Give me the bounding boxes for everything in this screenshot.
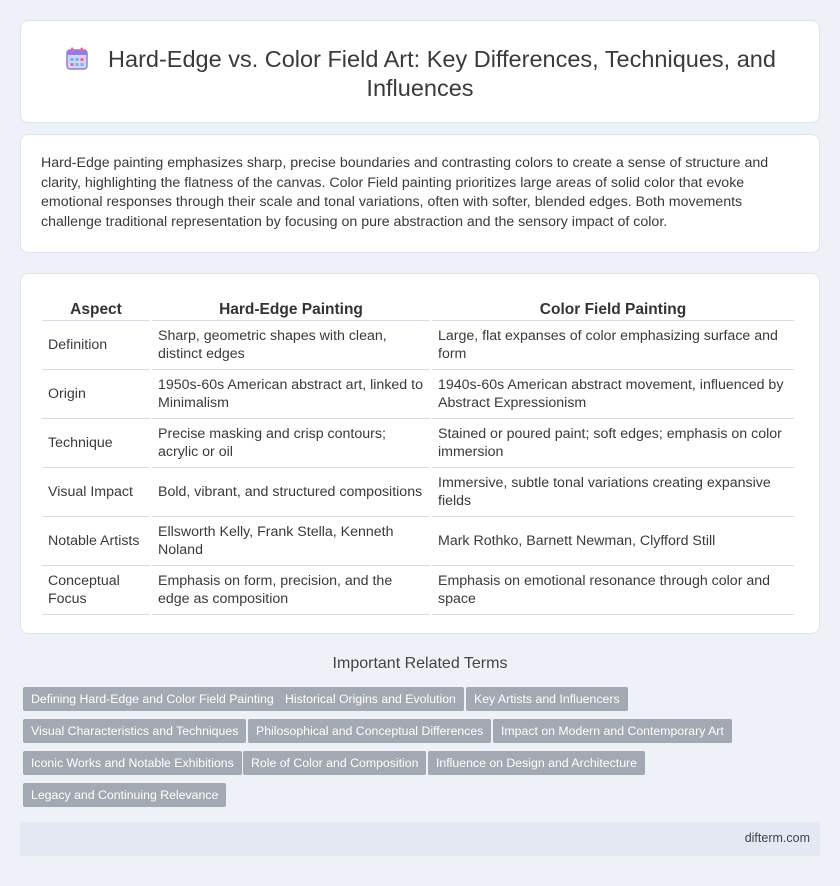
related-term-tag[interactable]: Historical Origins and Evolution [277,687,464,711]
row-hard-edge: Bold, vibrant, and structured compositions [152,468,430,517]
related-term-tag[interactable]: Visual Characteristics and Techniques [23,719,246,743]
table-row [42,370,794,419]
row-color-field: Large, flat expanses of color emphasizing surface and form [432,321,794,370]
row-aspect: Technique [42,419,150,468]
row-hard-edge: Emphasis on form, precision, and the edge as composition [152,566,430,615]
intro-card [20,134,820,253]
comparison-card [20,273,820,634]
row-color-field: Immersive, subtle tonal variations creating expansive fields [432,468,794,517]
related-term-tag[interactable]: Influence on Design and Architecture [428,751,645,775]
related-term-tag[interactable]: Key Artists and Influencers [466,687,628,711]
comparison-table [40,296,796,615]
footer-site-link[interactable]: difterm.com [744,831,810,845]
related-term-tag[interactable]: Philosophical and Conceptual Differences [248,719,491,743]
table-row [42,566,794,615]
row-color-field: Stained or poured paint; soft edges; emphasis on color immersion [432,419,794,468]
footer-bar [20,822,820,856]
header-aspect: Aspect [42,296,150,321]
row-aspect: Conceptual Focus [42,566,150,615]
row-color-field: Mark Rothko, Barnett Newman, Clyfford Still [432,517,794,566]
table-row [42,419,794,468]
related-terms-heading: Important Related Terms [332,655,508,672]
row-hard-edge: Sharp, geometric shapes with clean, distinct edges [152,321,430,370]
row-color-field: 1940s-60s American abstract movement, influenced by Abstract Expressionism [432,370,794,419]
table-row [42,468,794,517]
row-aspect: Visual Impact [42,468,150,517]
header-hard-edge: Hard-Edge Painting [152,296,430,321]
related-term-tag[interactable]: Iconic Works and Notable Exhibitions [23,751,242,775]
related-term-tag[interactable]: Impact on Modern and Contemporary Art [493,719,732,743]
table-row [42,321,794,370]
header-card [20,20,820,123]
row-hard-edge: 1950s-60s American abstract art, linked to Minimalism [152,370,430,419]
calendar-grid-icon [64,46,90,72]
row-aspect: Definition [42,321,150,370]
row-aspect: Notable Artists [42,517,150,566]
table-row [42,517,794,566]
related-term-tag[interactable]: Role of Color and Composition [243,751,426,775]
row-aspect: Origin [42,370,150,419]
related-term-tag[interactable]: Legacy and Continuing Relevance [23,783,226,807]
header-color-field: Color Field Painting [432,296,794,321]
page-title: Hard-Edge vs. Color Field Art: Key Differences, Techniques, and Influences [108,46,776,101]
page-title-wrap [61,45,779,103]
row-color-field: Emphasis on emotional resonance through color and space [432,566,794,615]
intro-paragraph: Hard-Edge painting emphasizes sharp, precise boundaries and contrasting colors to create a sense of structure and clarity, highlighting the flatness of the canvas. Color Field painting prioritizes large areas of solid color that evoke emotional responses through their scale and tonal variations, often with softer, blended edges. Both movements challenge traditional representation by focusing on pure abstraction and the sensory impact of color. [41,155,769,230]
table-header-row [42,296,794,321]
related-term-tag[interactable]: Defining Hard-Edge and Color Field Painting [23,687,282,711]
row-hard-edge: Precise masking and crisp contours; acrylic or oil [152,419,430,468]
row-hard-edge: Ellsworth Kelly, Frank Stella, Kenneth Noland [152,517,430,566]
